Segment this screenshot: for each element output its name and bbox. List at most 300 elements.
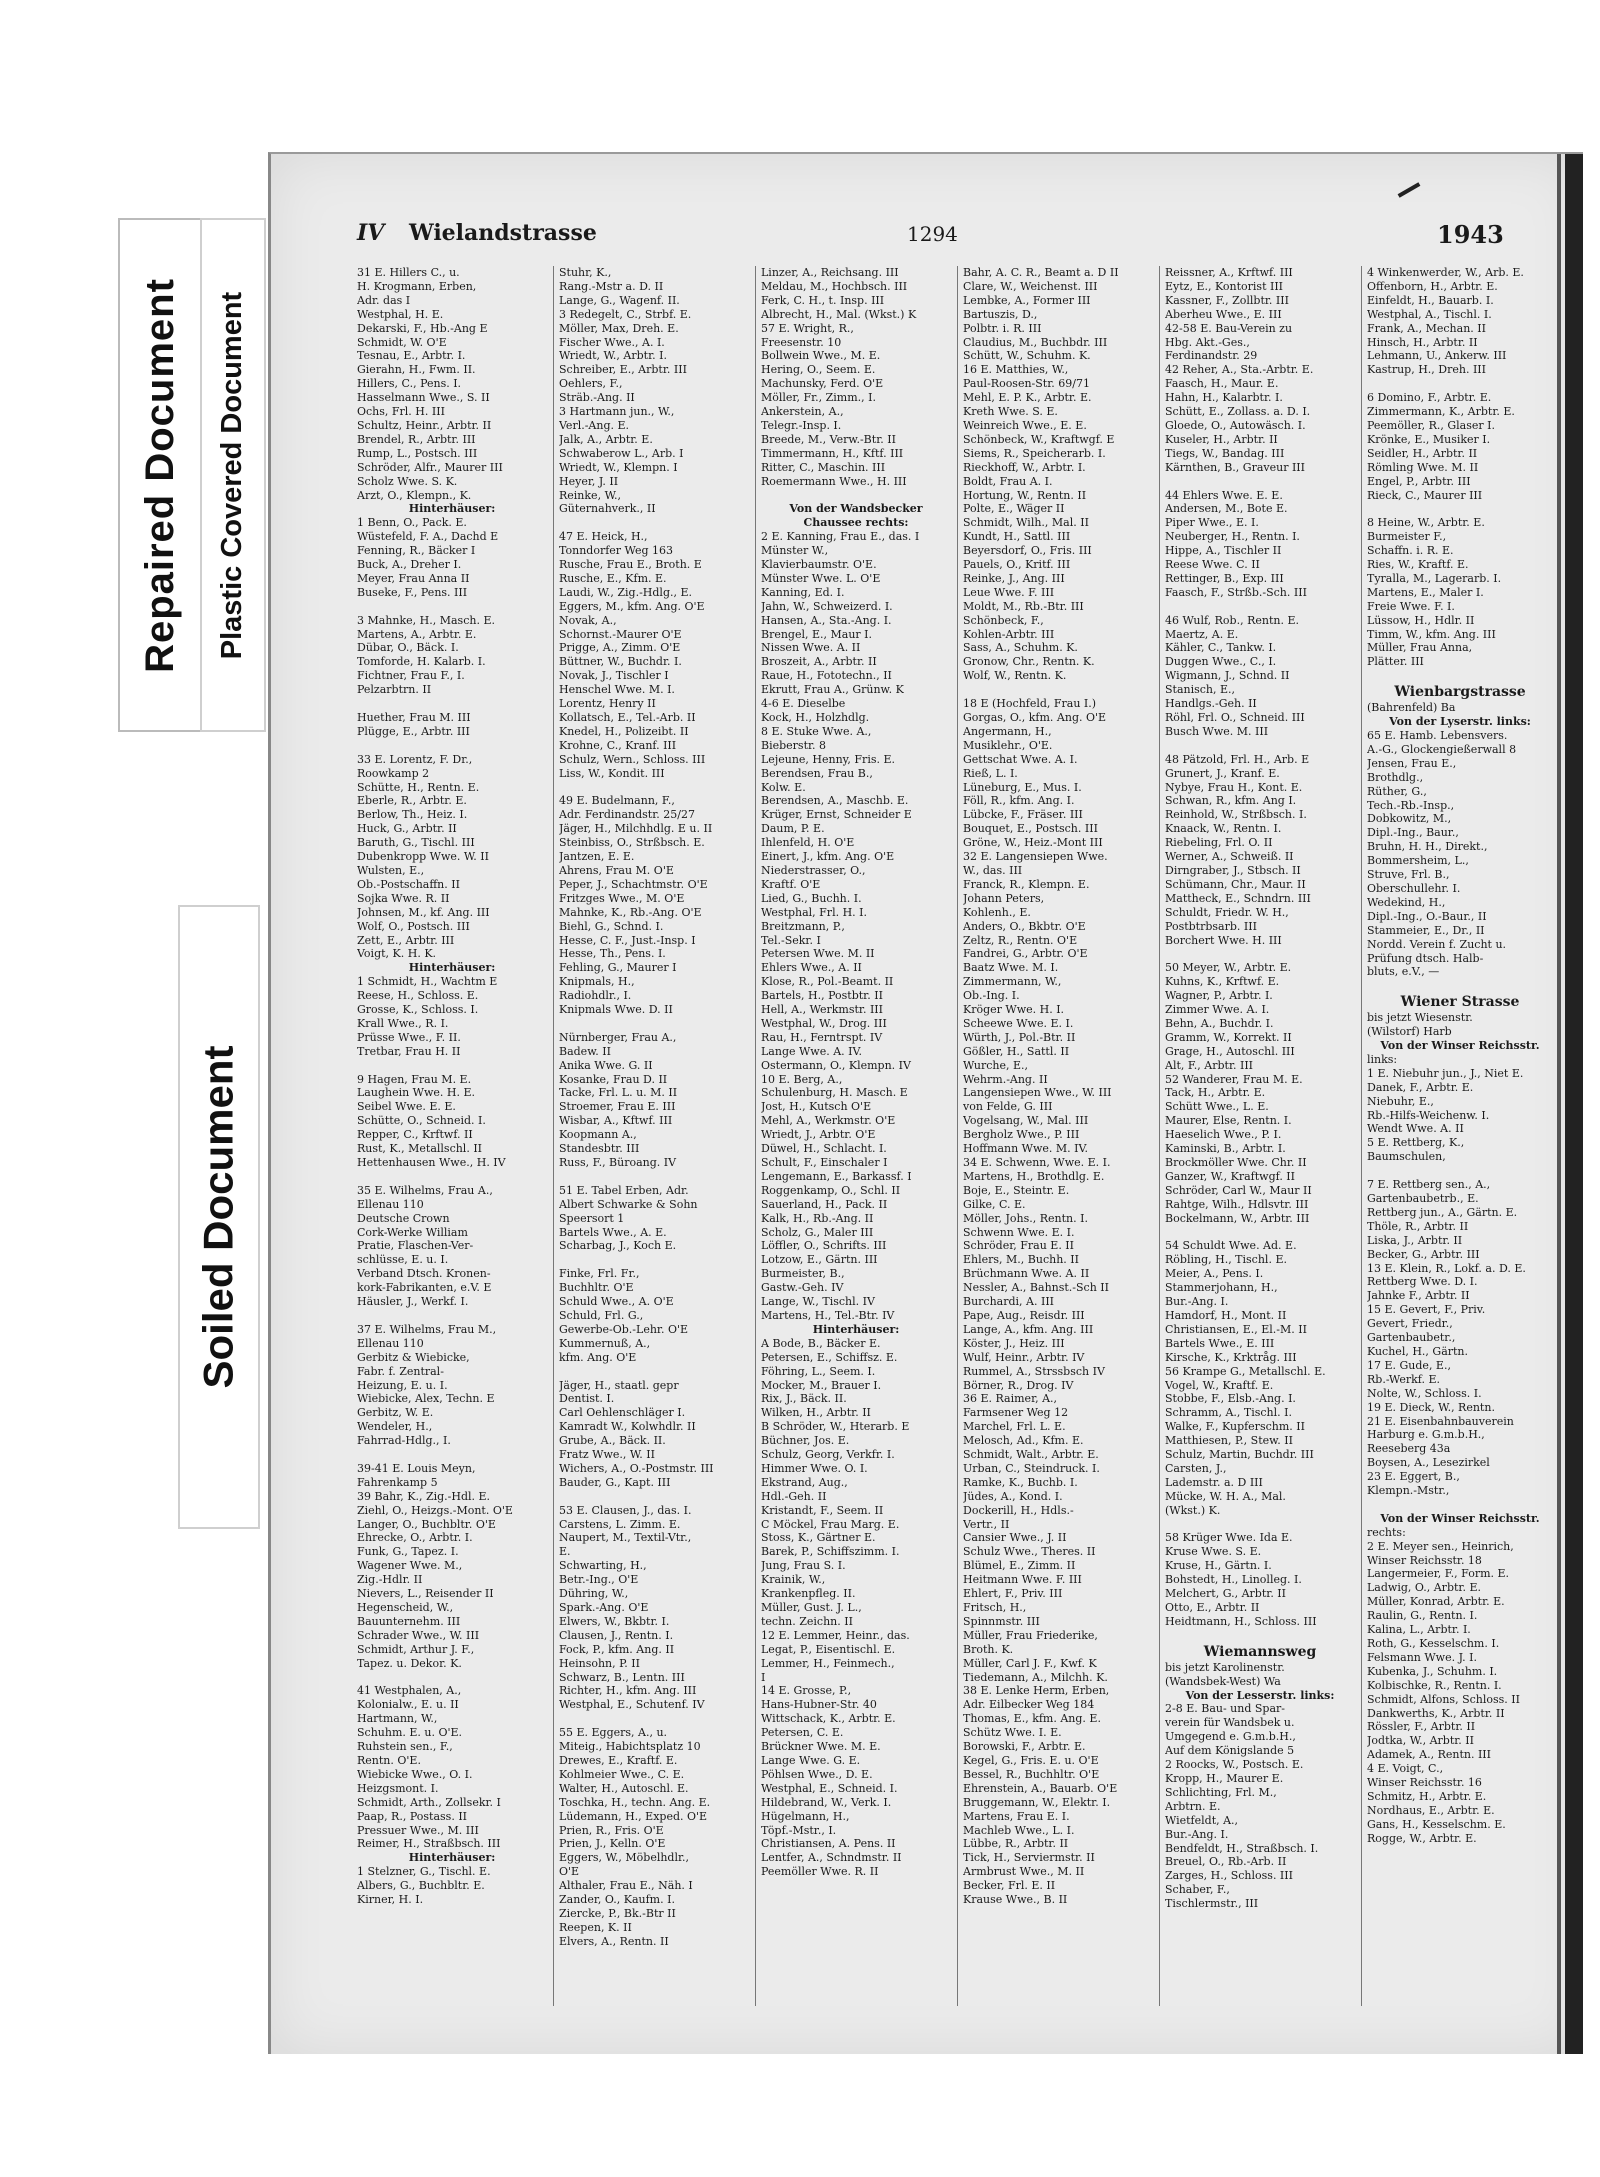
directory-entry: Himmer Wwe. O. I. [761, 1461, 868, 1475]
blank-line [559, 781, 749, 795]
directory-entry: 53 E. Clausen, J., das. I. [559, 1503, 692, 1517]
directory-year: 1943 [1437, 220, 1504, 249]
directory-entry: Schmidt, Arthur J. F., [357, 1642, 475, 1656]
directory-entry: 1 Stelzner, G., Tischl. E. [357, 1865, 491, 1879]
directory-entry: Martens, A., Arbtr. E. [357, 627, 477, 641]
directory-entry: Krohne, C., Kranf. III [559, 738, 677, 752]
directory-entry: Felsmann Wwe. J. I. [1367, 1650, 1477, 1664]
column-separator [1159, 266, 1160, 2006]
directory-entry: Rang.-Mstr a. D. II [559, 279, 664, 293]
directory-entry: Schönbeck, F., [963, 613, 1044, 627]
directory-entry: Büttner, W., Buchdr. I. [559, 655, 682, 669]
directory-entry: Cansier Wwe., J. II [963, 1531, 1067, 1545]
directory-entry: Dekarski, F., Hb.-Ang E [357, 321, 488, 335]
directory-entry: Dentist. I. [559, 1392, 615, 1406]
directory-entry: Heizung, E. u. I. [357, 1378, 448, 1392]
directory-entry: Reimer, H., Straßbsch. III [357, 1837, 501, 1851]
directory-entry: Reeseberg 43a [1367, 1442, 1451, 1456]
directory-entry: Kollatsch, E., Tel.-Arb. II [559, 711, 696, 724]
directory-entry: Martens, H., Brothdlg. E. [963, 1169, 1105, 1183]
directory-entry: Johnsen, M., kf. Ang. III [357, 905, 490, 919]
directory-entry: Einert, J., kfm. Ang. O'E [761, 850, 895, 864]
directory-entry: Langensiepen Wwe., W. III [963, 1086, 1112, 1100]
directory-entry: Kohlen-Arbtr. III [963, 627, 1055, 641]
directory-entry: Kastrup, H., Dreh. III [1367, 363, 1487, 377]
directory-entry: Wendt Wwe. A. II [1367, 1122, 1464, 1136]
directory-entry: Föll, R., kfm. Ang. I. [963, 794, 1075, 808]
directory-entry: Ob.-Ing. I. [963, 989, 1020, 1003]
directory-entry: Busch Wwe. M. III [1165, 724, 1269, 738]
directory-entry: Ziercke, P., Bk.-Btr II [559, 1906, 676, 1920]
directory-entry: Schwaberow L., Arb. I [559, 446, 684, 460]
directory-entry: Jüdes, A., Kond. I. [963, 1489, 1063, 1503]
directory-entry: Melchert, G., Arbtr. II [1165, 1587, 1286, 1601]
directory-entry: Winser Reichsstr. 16 [1367, 1776, 1482, 1790]
directory-entry: Kreth Wwe. S. E. [963, 405, 1058, 419]
directory-entry: Hans-Hubner-Str. 40 [761, 1698, 877, 1712]
directory-entry: Schütte, H., Rentn. E. [357, 780, 480, 794]
directory-entry: Jahnke F., Arbtr. II [1367, 1289, 1470, 1303]
directory-entry: Krall Wwe., R. I. [357, 1016, 449, 1030]
directory-entry: Gastw.-Geh. IV [761, 1281, 844, 1295]
directory-entry: Hegenscheid, W., [357, 1601, 454, 1614]
directory-entry: Brückner Wwe. M. E. [761, 1740, 881, 1754]
blank-line [559, 1490, 749, 1504]
directory-entry: Jensen, Frau E., [1367, 756, 1457, 770]
directory-entry: Faasch, H., Maur. E. [1165, 377, 1279, 391]
directory-entry: 13 E. Klein, R., Lokf. a. D. E. [1367, 1261, 1526, 1275]
directory-entry: 2-8 E. Bau- und Spar- [1165, 1702, 1285, 1716]
directory-entry: Mücke, W. H. A., Mal. [1165, 1489, 1286, 1503]
directory-entry: Dobkowitz, M., [1367, 812, 1452, 826]
directory-entry: Martens, H., Tel.-Btr. IV [761, 1308, 895, 1322]
directory-entry: Becker, Frl. E. II [963, 1879, 1056, 1893]
directory-entry: Voigt, K. H. K. [357, 947, 437, 961]
directory-entry: Martens, E., Maler I. [1367, 585, 1484, 599]
directory-entry: Adamek, A., Rentn. III [1367, 1748, 1491, 1762]
directory-entry: Berendsen, A., Maschb. E. [761, 794, 909, 808]
directory-entry: Schuldt, Friedr. W. H., [1165, 905, 1289, 919]
directory-entry: Schramm, A., Tischl. I. [1165, 1406, 1292, 1420]
directory-entry: Carl Oehlenschläger I. [559, 1406, 686, 1420]
directory-entry: 35 E. Wilhelms, Frau A., [357, 1183, 493, 1197]
directory-entry: Knipmals, H., [559, 975, 635, 989]
directory-entry: Seibel Wwe. E. E. [357, 1100, 456, 1114]
directory-entry: Wüstefeld, F. A., Dachd E [357, 530, 499, 544]
directory-entry: Kohlmeier Wwe., C. E. [559, 1767, 685, 1781]
directory-entry: Machleb Wwe., L. I. [963, 1823, 1075, 1837]
directory-entry: Buck, A., Dreher I. [357, 558, 462, 572]
directory-entry: Schwarz, B., Lentn. III [559, 1670, 685, 1684]
directory-entry: Lüneburg, E., Mus. I. [963, 780, 1082, 794]
directory-entry: Lange, W., Tischl. IV [761, 1295, 875, 1309]
directory-entry: Grube, A., Bäck. II. [559, 1434, 666, 1448]
directory-entry: Lemmer, H., Feinmech., [761, 1656, 895, 1670]
directory-entry: Tel.-Sekr. I [761, 933, 821, 947]
directory-entry: Huether, Frau M. III [357, 711, 471, 724]
directory-entry: Bommersheim, L., [1367, 854, 1469, 868]
directory-entry: Sauerland, H., Pack. II [761, 1197, 888, 1211]
directory-entry: Wriedt, W., Klempn. I [559, 460, 678, 474]
directory-entry: 4 Winkenwerder, W., Arb. E. [1367, 266, 1524, 279]
directory-entry: Jantzen, E. E. [559, 850, 635, 864]
directory-entry: Rieckhoff, W., Arbtr. I. [963, 460, 1086, 474]
directory-entry: Boysen, A., Lesezirkel [1367, 1456, 1490, 1470]
directory-entry: Raue, H., Fototechn., II [761, 669, 892, 683]
directory-entry: Westphal, H. E. [357, 307, 444, 321]
directory-entry: Postbtrbsarb. III [1165, 919, 1257, 933]
directory-entry: Huck, G., Arbtr. II [357, 822, 457, 836]
blank-line [357, 1671, 547, 1685]
directory-entry: Eggers, M., kfm. Ang. O'E [559, 599, 705, 613]
directory-entry: Armbrust Wwe., M. II [963, 1865, 1085, 1879]
directory-entry: Kirsche, K., Krktråg. III [1165, 1350, 1297, 1364]
directory-entry: Hahn, H., Kalarbtr. I. [1165, 391, 1283, 405]
directory-entry: Breitzmann, P., [761, 919, 845, 933]
directory-entry: Tiedemann, A., Milchh. K. [963, 1670, 1108, 1684]
directory-entry: Gößler, H., Sattl. II [963, 1044, 1070, 1058]
directory-entry: Wagner, P., Arbtr. I. [1165, 989, 1273, 1003]
directory-entry: Müller, Frau Friederike, [963, 1628, 1098, 1642]
directory-entry: Gramm, W., Korrekt. II [1165, 1030, 1292, 1044]
directory-entry: Matthiesen, P., Stew. II [1165, 1434, 1293, 1448]
directory-entry: 44 Ehlers Wwe. E. E. [1165, 488, 1283, 502]
directory-entry: 3 Hartmann jun., W., [559, 405, 675, 419]
directory-entry: Von der Winser Reichsstr. [1380, 1039, 1540, 1053]
directory-entry: Arzt, O., Klempn., K. [357, 488, 472, 502]
directory-entry: Johann Peters, [963, 891, 1045, 905]
directory-entry: Reese, H., Schloss. E. [357, 989, 479, 1003]
directory-entry: Bergholz Wwe., P. III [963, 1128, 1080, 1142]
directory-entry: Hillers, C., Pens. I. [357, 377, 462, 391]
directory-entry: Rb.-Hilfs-Weichenw. I. [1367, 1108, 1490, 1122]
directory-entry: Martens, Frau E. I. [963, 1809, 1070, 1823]
directory-entry: Ankerstein, A., [761, 405, 844, 419]
directory-entry: 12 E. Lemmer, Heinr., das. [761, 1628, 910, 1642]
directory-entry: Bohstedt, H., Linolleg. I. [1165, 1573, 1302, 1587]
directory-entry: Elwers, W., Bkbtr. I. [559, 1614, 670, 1628]
directory-entry: Richter, H., kfm. Ang. III [559, 1684, 697, 1698]
directory-entry: Kock, H., Holzhdlg. [761, 711, 870, 724]
directory-entry: Clare, W., Weichenst. III [963, 279, 1098, 293]
directory-entry: (Wilstorf) Harb [1367, 1025, 1452, 1039]
soiled-document-text: Soiled Document [195, 1045, 243, 1389]
directory-entry: Hesse, C. F., Just.-Insp. I [559, 933, 696, 947]
directory-entry: Kähler, C., Tankw. I. [1165, 641, 1277, 655]
directory-entry: Löffler, O., Schrifts. III [761, 1239, 887, 1253]
directory-entry: Paap, R., Postass. II [357, 1809, 468, 1823]
directory-entry: Repper, C., Krftwf. II [357, 1128, 473, 1142]
directory-entry: Adr. Eilbecker Weg 184 [963, 1698, 1095, 1712]
directory-entry: Tack, H., Arbtr. E. [1165, 1086, 1266, 1100]
directory-entry: Rust, K., Metallschl. II [357, 1142, 483, 1156]
directory-entry: Lange, A., kfm. Ang. III [963, 1322, 1094, 1336]
directory-entry: Biehl, G., Schnd. I. [559, 919, 664, 933]
directory-entry: 9 Hagen, Frau M. E. [357, 1072, 472, 1086]
directory-entry: Elvers, A., Rentn. II [559, 1934, 669, 1948]
directory-entry: Lüssow, H., Hdlr. II [1367, 613, 1475, 627]
directory-entry: Boldt, Frau A. I. [963, 474, 1053, 488]
directory-entry: Prien, R., Fris. O'E [559, 1823, 664, 1837]
directory-entry: Legat, P., Eisentischl. E. [761, 1642, 896, 1656]
directory-entry: Kassner, F., Zollbtr. III [1165, 293, 1289, 307]
directory-entry: Schlichting, Frl. M., [1165, 1785, 1277, 1799]
directory-entry: Röbling, H., Tischl. E. [1165, 1253, 1287, 1267]
directory-entry: Lademstr. a. D III [1165, 1475, 1263, 1489]
directory-entry: Winser Reichsstr. 18 [1367, 1553, 1482, 1567]
column-5 [1165, 266, 1355, 2006]
directory-entry: 37 E. Wilhelms, Frau M., [357, 1322, 497, 1336]
directory-entry: Rusche, E., Kfm. E. [559, 571, 667, 585]
directory-entry: Lange, G., Wagenf. II. [559, 293, 680, 307]
directory-entry: Düwel, H., Schlacht. I. [761, 1142, 887, 1156]
directory-entry: Wietfeldt, A., [1165, 1813, 1239, 1827]
directory-entry: 36 E. Raimer, A., [963, 1392, 1058, 1406]
directory-entry: Buseke, F., Pens. III [357, 585, 468, 599]
directory-entry: Riebeling, Frl. O. II [1165, 836, 1273, 850]
directory-entry: Gartenbaubetr., [1367, 1331, 1456, 1345]
directory-entry: Müller, Frau Anna, [1367, 641, 1473, 655]
directory-entry: Frank, A., Mechan. II [1367, 321, 1486, 335]
directory-entry: 54 Schuldt Wwe. Ad. E. [1165, 1239, 1297, 1253]
directory-entry: Jodtka, W., Arbtr. II [1367, 1734, 1474, 1748]
directory-entry: Schwan, R., kfm. Ang I. [1165, 794, 1297, 808]
directory-entry: W., das. III [963, 863, 1023, 877]
directory-entry: 57 E. Wright, R., [761, 321, 854, 335]
directory-entry: Schulz, Martin, Buchdr. III [1165, 1448, 1314, 1462]
directory-entry: B Schröder, W., Hterarb. E [761, 1420, 910, 1434]
directory-entry: 2 E. Meyer sen., Heinrich, [1367, 1539, 1514, 1553]
directory-entry: Jost, H., Kutsch O'E [761, 1100, 872, 1114]
directory-entry: Naupert, M., Textil-Vtr., [559, 1531, 692, 1545]
directory-entry: Schaffn. i. R. E. [1367, 544, 1454, 558]
directory-entry: Tretbar, Frau H. II [357, 1044, 461, 1058]
directory-entry: Behn, A., Buchdr. I. [1165, 1016, 1274, 1030]
directory-entry: Schmidt, Alfons, Schloss. II [1367, 1692, 1520, 1706]
directory-entry: Hinsch, H., Arbtr. II [1367, 335, 1478, 349]
directory-entry: Daum, P. E. [761, 822, 825, 836]
directory-entry: Schulz Wwe., Theres. II [963, 1545, 1096, 1559]
directory-entry: 39 Bahr, K., Zig.-Hdl. E. [357, 1489, 491, 1503]
repaired-document-label [118, 218, 202, 732]
directory-entry: Duggen Wwe., C., I. [1165, 655, 1277, 669]
section-numeral: IV [357, 220, 385, 246]
directory-entry: verein für Wandsbek u. [1165, 1716, 1295, 1730]
directory-entry: Pratie, Flaschen-Ver- [357, 1239, 474, 1253]
directory-entry: Reinhold, W., Strßbsch. I. [1165, 808, 1307, 822]
directory-entry: Dankwerths, K., Arbtr. II [1367, 1706, 1505, 1720]
blank-line [559, 516, 749, 530]
directory-entry: Sass, A., Schuhm. K. [963, 641, 1078, 655]
directory-entry: Stobbe, F., Elsb.-Ang. I. [1165, 1392, 1296, 1406]
directory-entry: Wienbargstrasse [1394, 684, 1526, 701]
column-2 [559, 266, 749, 2006]
directory-entry: von Felde, G. III [963, 1100, 1053, 1114]
directory-entry: Rahtge, Wilh., Hdlsvtr. III [1165, 1197, 1309, 1211]
directory-entry: Heitmann Wwe. F. III [963, 1573, 1082, 1587]
directory-entry: Ries, W., Kraftf. E. [1367, 558, 1469, 572]
directory-entry: (Wandsbek-West) Wa [1165, 1674, 1281, 1688]
directory-entry: Klavierbaumstr. O'E. [761, 558, 877, 572]
directory-entry: Hering, O., Seem. E. [761, 363, 876, 377]
directory-entry: Ahrens, Frau M. O'E [559, 863, 674, 877]
blank-line [1367, 502, 1553, 516]
directory-entry: Betr.-Ing., O'E [559, 1573, 639, 1587]
directory-entry: Albert Schwarke & Sohn [559, 1197, 698, 1211]
directory-entry: Moldt, M., Rb.-Btr. III [963, 599, 1084, 613]
directory-entry: Lejeune, Henny, Fris. E. [761, 752, 895, 766]
directory-entry: Ramke, K., Buchb. I. [963, 1475, 1078, 1489]
directory-columns [357, 266, 1553, 2006]
directory-entry: Nordd. Verein f. Zucht u. [1367, 937, 1507, 951]
blank-line [357, 739, 547, 753]
blank-line [1367, 979, 1553, 993]
directory-entry: Beyersdorf, O., Fris. III [963, 544, 1092, 558]
directory-entry: Tapez. u. Dekor. K. [357, 1656, 462, 1670]
directory-entry: Eggers, W., Möbelhdlr., [559, 1851, 690, 1865]
page-number: 1294 [907, 222, 958, 246]
directory-entry: A Bode, B., Bäcker E. [761, 1336, 881, 1350]
directory-entry: Ellenau 110 [357, 1336, 424, 1350]
directory-entry: Stammeier, E., Dr., II [1367, 923, 1485, 937]
directory-entry: Wriedt, J., Arbtr. O'E [761, 1128, 876, 1142]
directory-entry: Fichtner, Frau F., I. [357, 669, 465, 683]
directory-entry: Fratz Wwe., W. II [559, 1448, 655, 1462]
directory-entry: Schütt Wwe., L. E. [1165, 1100, 1269, 1114]
column-separator [755, 266, 756, 2006]
directory-entry: 2 E. Kanning, Frau E., das. I [761, 530, 920, 544]
directory-entry: Schultz, Heinr., Arbtr. II [357, 418, 492, 432]
directory-entry: Otto, E., Arbtr. II [1165, 1601, 1260, 1614]
directory-entry: Reinke, W., [559, 488, 621, 502]
directory-entry: Schmidt, W. O'E [357, 335, 447, 349]
directory-entry: Gevert, Friedr., [1367, 1317, 1453, 1331]
directory-entry: Scharbag, J., Koch E. [559, 1239, 677, 1253]
directory-entry: Barek, P., Schiffszimm. I. [761, 1545, 900, 1559]
directory-entry: Schönbeck, W., Kraftwgf. E [963, 432, 1115, 446]
page-binding-edge [1565, 154, 1583, 2054]
directory-entry: kfm. Ang. O'E [559, 1350, 637, 1364]
directory-entry: Bouquet, E., Postsch. III [963, 822, 1098, 836]
directory-entry: Piper Wwe., E. I. [1165, 516, 1259, 530]
directory-entry: Meier, A., Pens. I. [1165, 1267, 1264, 1281]
directory-entry: Bendfeldt, H., Straßbsch. I. [1165, 1841, 1319, 1855]
directory-entry: 4-6 E. Dieselbe [761, 697, 846, 711]
soiled-document-label [178, 905, 260, 1529]
directory-entry: Müller, Carl J. F., Kwf. K [963, 1656, 1097, 1670]
directory-entry: Hortung, W., Rentn. II [963, 488, 1087, 502]
directory-entry: Schmidt, Wilh., Mal. II [963, 516, 1089, 530]
directory-entry: Schreiber, E., Arbtr. III [559, 363, 687, 377]
blank-line [1367, 377, 1553, 391]
directory-entry: Meldau, M., Hochbsch. III [761, 279, 908, 293]
directory-entry: Pressuer Wwe., M. III [357, 1823, 479, 1837]
directory-entry: Wilken, H., Arbtr. II [761, 1406, 871, 1420]
directory-entry: Schuhm. E. u. O'E. [357, 1726, 463, 1740]
directory-entry: Zimmer Wwe. A. I. [1165, 1003, 1270, 1017]
directory-entry: 3 Redegelt, C., Strbf. E. [559, 307, 692, 321]
directory-entry: Bahr, A. C. R., Beamt a. D II [963, 266, 1119, 279]
blank-line [1165, 947, 1355, 961]
directory-entry: 6 Domino, F., Arbtr. E. [1367, 391, 1492, 405]
directory-entry: Liss, W., Kondit. III [559, 766, 665, 780]
directory-entry: Drewes, E., Kraftf. E. [559, 1753, 678, 1767]
directory-entry: Brothdlg., [1367, 770, 1424, 784]
directory-entry: Kuchel, H., Gärtn. [1367, 1344, 1469, 1358]
directory-entry: Peemöller Wwe. R. II [761, 1865, 879, 1879]
directory-entry: Tischlermstr., III [1165, 1897, 1259, 1911]
directory-entry: Schrader Wwe., W. III [357, 1628, 480, 1642]
directory-entry: Fritsch, H., [963, 1601, 1027, 1614]
directory-entry: Polte, E., Wäger II [963, 502, 1065, 516]
directory-entry: Lied, G., Buchh. I. [761, 891, 862, 905]
directory-entry: Becker, G., Arbtr. III [1367, 1247, 1480, 1261]
directory-entry: Heyer, J. II [559, 474, 619, 488]
directory-entry: 42-58 E. Bau-Verein zu [1165, 321, 1293, 335]
directory-entry: Althaler, Frau E., Näh. I [559, 1879, 693, 1893]
directory-entry: Hbg. Akt.-Ges., [1165, 335, 1250, 349]
directory-entry: Tyralla, M., Lagerarb. I. [1367, 571, 1502, 585]
directory-entry: Nybye, Frau H., Kont. E. [1165, 780, 1303, 794]
directory-entry: Thöle, R., Arbtr. II [1367, 1219, 1469, 1233]
directory-entry: Mehl, E. P. K., Arbtr. E. [963, 391, 1092, 405]
directory-entry: Tech.-Rb.-Insp., [1367, 798, 1455, 812]
directory-entry: 32 E. Langensiepen Wwe. [963, 850, 1108, 864]
directory-entry: Langer, O., Buchbltr. O'E [357, 1517, 496, 1531]
directory-entry: Roggenkamp, O., Schl. II [761, 1183, 901, 1197]
directory-entry: Chaussee rechts: [803, 516, 909, 530]
directory-entry: Ehlers, M., Buchh. II [963, 1253, 1079, 1267]
directory-entry: 38 E. Lenke Herm, Erben, [963, 1684, 1110, 1698]
blank-line [357, 1170, 547, 1184]
directory-entry: links: [1367, 1052, 1398, 1066]
directory-entry: Ihlenfeld, H. O'E [761, 836, 855, 850]
directory-entry: 33 E. Lorentz, F. Dr., [357, 752, 473, 766]
directory-entry: Schütte, O., Schneid. I. [357, 1114, 486, 1128]
column-separator [957, 266, 958, 2006]
directory-entry: Boje, E., Steintr. E. [963, 1183, 1070, 1197]
directory-entry: 8 E. Stuke Wwe. A., [761, 724, 872, 738]
directory-entry: 52 Wanderer, Frau M. E. [1165, 1072, 1303, 1086]
directory-entry: Zimmermann, K., Arbtr. E. [1367, 405, 1515, 419]
directory-entry: H. Krogmann, Erben, [357, 279, 477, 293]
directory-entry: E. [559, 1545, 571, 1559]
blank-line [1165, 600, 1355, 614]
directory-entry: Dühring, W., [559, 1587, 629, 1601]
directory-entry: Mattheck, E., Schndrn. III [1165, 891, 1311, 905]
directory-entry: Novak, J., Tischler I [559, 669, 669, 683]
directory-entry: Köster, J., Heiz. III [963, 1336, 1065, 1350]
directory-entry: Petersen, E., Schiffsz. E. [761, 1350, 898, 1364]
directory-entry: Christiansen, E., El.-M. II [1165, 1322, 1307, 1336]
directory-entry: Eytz, E., Kontorist III [1165, 279, 1284, 293]
directory-entry: Nürnberger, Frau A., [559, 1030, 677, 1044]
column-separator [553, 266, 554, 2006]
directory-entry: Rau, H., Ferntrspt. IV [761, 1030, 883, 1044]
directory-entry: Bollwein Wwe., M. E. [761, 349, 881, 363]
directory-entry: Haeselich Wwe., P. I. [1165, 1128, 1282, 1142]
directory-entry: Würth, J., Pol.-Btr. II [963, 1030, 1076, 1044]
directory-entry: Bauder, G., Kapt. III [559, 1475, 671, 1489]
directory-entry: Ehlers Wwe., A. II [761, 961, 862, 975]
directory-entry: 7 E. Rettberg sen., A., [1367, 1178, 1491, 1192]
directory-entry: Westphal, E., Schneid. I. [761, 1781, 898, 1795]
directory-entry: Petersen, C. E. [761, 1726, 844, 1740]
directory-entry: 15 E. Gevert, F., Priv. [1367, 1303, 1486, 1317]
directory-entry: Bruhn, H. H., Direkt., [1367, 840, 1488, 854]
directory-entry: Münster W., [761, 544, 829, 558]
directory-entry: Verband Dtsch. Kronen- [357, 1267, 491, 1281]
